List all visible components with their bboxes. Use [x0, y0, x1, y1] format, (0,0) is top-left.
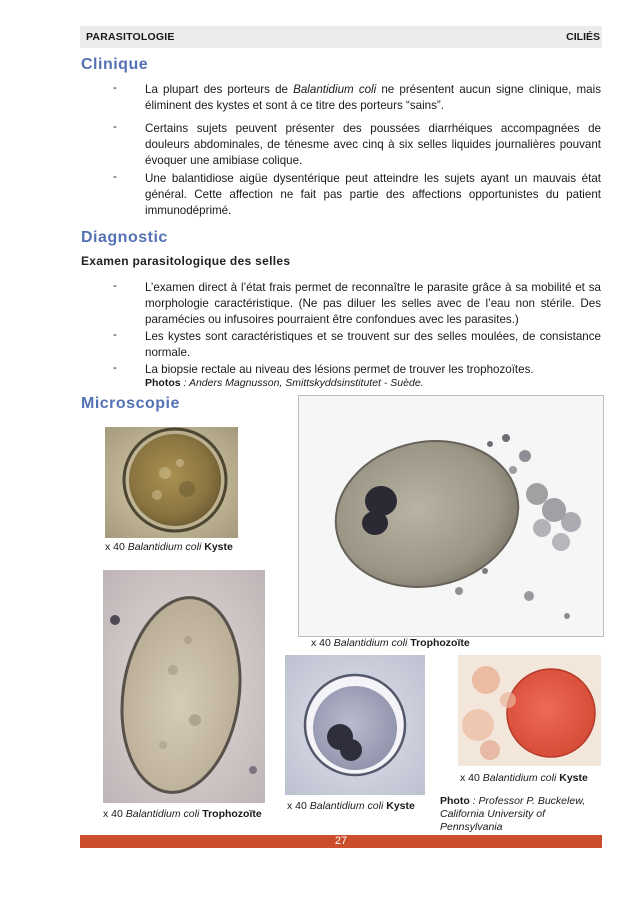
caption-cyst-1: x 40 Balantidium coli Kyste — [105, 541, 233, 553]
bullet-marker: - — [113, 82, 117, 94]
bullet-marker: - — [113, 362, 117, 374]
clinique-paragraph-2: Certains sujets peuvent présenter des poussées diarrhéiques accompagnées de douleurs abdominales, de ténesme avec cinq à six selles liquides journalières pouvant évoquer une amibiase colique. — [145, 122, 601, 167]
species-name: Balantidium coli — [293, 83, 377, 96]
micrograph-cyst-stained — [458, 655, 601, 766]
micrograph-trophozoite-large — [298, 395, 604, 637]
photo-credit: Photos : Anders Magnusson, Smittskyddsinstitutet - Suède. — [145, 377, 424, 389]
caption-trophozoite-oval: x 40 Balantidium coli Trophozoïte — [103, 808, 262, 820]
subtitle-examen-selles: Examen parasitologique des selles — [81, 254, 291, 268]
section-title-microscopie: Microscopie — [81, 395, 180, 412]
bullet-marker: - — [113, 121, 117, 133]
bullet-marker: - — [113, 280, 117, 292]
diagnostic-paragraph-1: L’examen direct à l’état frais permet de reconnaître le parasite grâce à sa mobilité et sa morphologie caractéristique. (Ne pas diluer les selles avec de l’eau non stérile. Des paramécies ou infusoires pourraient être confondues avec les parasites.) — [145, 281, 601, 326]
header-section-label: PARASITOLOGIE — [86, 31, 175, 43]
caption-cyst-2: x 40 Balantidium coli Kyste — [287, 800, 415, 812]
header-chapter-label: CILIÉS — [566, 31, 600, 43]
bullet-marker: - — [113, 329, 117, 341]
clinique-paragraph-1: La plupart des porteurs de Balantidium coli ne présentent aucun signe clinique, mais éliminent des kystes et sont à ce titre des porteurs “sains”. — [145, 83, 601, 112]
micrograph-cyst-1 — [105, 427, 238, 538]
bullet-marker: - — [113, 171, 117, 183]
photo-credit-buckelew: Photo : Professor P. Buckelew, California University of Pennsylvania — [440, 795, 586, 833]
page-number: 27 — [334, 835, 348, 847]
section-title-clinique: Clinique — [81, 56, 149, 73]
section-title-diagnostic: Diagnostic — [81, 229, 168, 246]
micrograph-trophozoite-oval — [103, 570, 265, 803]
caption-trophozoite-large: x 40 Balantidium coli Trophozoïte — [311, 637, 470, 649]
micrograph-cyst-2 — [285, 655, 425, 795]
clinique-paragraph-3: Une balantidiose aigüe dysentérique peut atteindre les sujets ayant un mauvais état général. Cette affection ne fait pas partie des affections opportunistes du patient immunodéprimé. — [145, 172, 601, 217]
diagnostic-paragraph-3: La biopsie rectale au niveau des lésions permet de trouver les trophozoïtes. — [145, 363, 534, 376]
caption-cyst-stained: x 40 Balantidium coli Kyste — [460, 772, 588, 784]
diagnostic-paragraph-2: Les kystes sont caractéristiques et se trouvent sur des selles moulées, de consistance normale. — [145, 330, 601, 359]
